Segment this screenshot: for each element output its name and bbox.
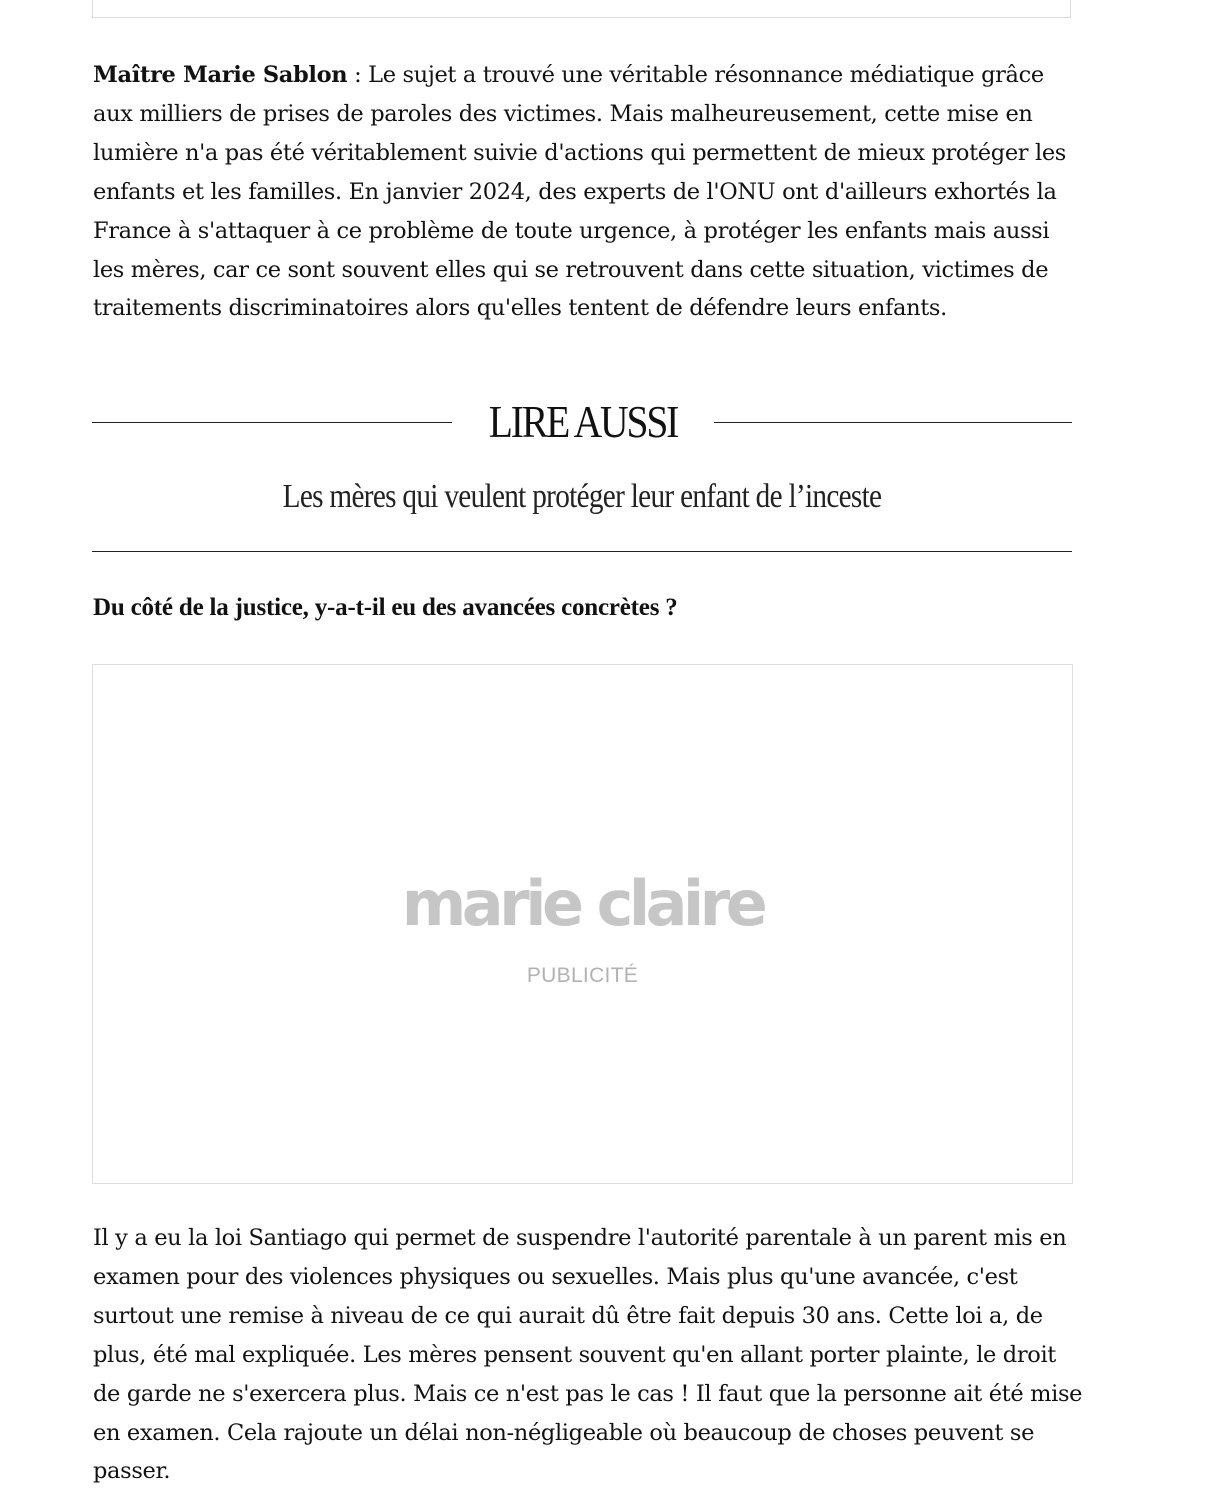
marie-claire-logo: marie claire — [401, 867, 764, 940]
previous-embed-frame — [92, 0, 1071, 18]
answer-paragraph: Il y a eu la loi Santiago qui permet de suspendre l'autorité parentale à un parent mis en examen pour des violences physiques ou sexuelles. Mais plus qu'une avancée, c'est surtout une remise à niveau de ce qui aurait dû être fait depuis 30 ans. Cette loi a, de plus, été mal expliquée. Les mères pensent souvent qu'en allant porter plainte, le droit de garde ne s'exercera plus. Mais ce n'est pas le cas ! Il faut que la personne ait été mise en examen. Cela rajoute un délai non-négligeable où beaucoup de choses peuvent se passer. — [93, 1225, 1083, 1485]
read-also-heading: LIRE AUSSI — [488, 396, 678, 447]
question-heading: Du côté de la justice, y-a-t-il eu des avancées concrètes ? — [93, 594, 678, 621]
advertisement-label: PUBLICITÉ — [526, 964, 639, 987]
read-also-block — [92, 395, 1072, 555]
advertisement-slot[interactable] — [92, 664, 1073, 1184]
read-also-bottom-rule — [92, 551, 1072, 552]
read-also-rule-right — [714, 422, 1072, 423]
intro-paragraph — [93, 56, 1083, 328]
intro-text: : Le sujet a trouvé une véritable résonnance médiatique grâce aux milliers de prises de paroles des victimes. Mais malheureusement, cette mise en lumière n'a pas été véritablement suivie d'actions qui permettent de mieux protéger les enfants et les familles. En janvier 2024, des experts de l'ONU ont d'ailleurs exhortés la France à s'attaquer à ce problème de toute urgence, à protéger les enfants mais aussi les mères, car ce sont souvent elles qui se retrouvent dans cette situation, victimes de traitements discriminatoires alors qu'elles tentent de défendre leurs enfants. — [93, 62, 1067, 322]
read-also-rule-left — [92, 422, 452, 423]
speaker-name: Maître Marie Sablon — [93, 62, 348, 88]
read-also-link[interactable]: Les mères qui veulent protéger leur enfant de l’inceste — [282, 478, 882, 515]
